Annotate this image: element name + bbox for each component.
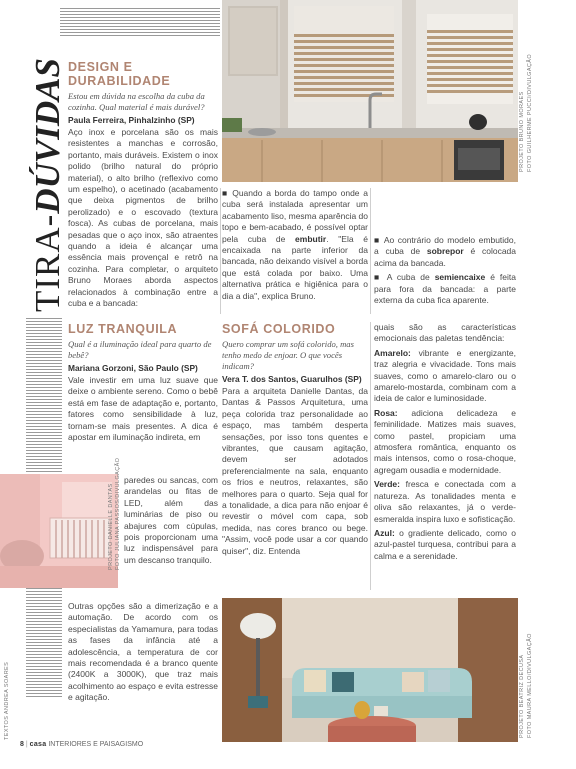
sofa-credit-1: PROJETO BEATRIZ DECUSA (519, 654, 525, 738)
luz-text-a: Vale investir em uma luz suave que deixe o ambiente sereno. Como o bebê está em fase de adaptação e, portanto, fatores como sensibilidade à luz, tornam-se mais presentes. A dica é apostar em iluminação indireta, em (68, 375, 218, 443)
bullet-square: ■ (374, 235, 384, 245)
design-section (68, 60, 218, 310)
decorative-stripes-top (60, 8, 220, 38)
sofa-photo (222, 598, 518, 742)
section-title-vertical (26, 58, 67, 312)
luz-question: Qual é a iluminação ideal para quarto de bebê? (68, 339, 212, 360)
design-text-col2: ■ Quando a borda do tampo onde a cuba será instalada apresentar um acabamento liso, mesma aparência do topo e bem-acabado, é possível optar pela cuba de embutir. "Ela é encaixada na parte inferior da bancada, não deixando visível a borda que está colada por baixo. Uma alternativa prática e higiênica para o dia a dia", explica Bruno. (222, 188, 368, 301)
sofa-section (222, 322, 368, 557)
column-divider (370, 188, 371, 314)
sofa-author: Vera T. dos Santos, Guarulhos (SP) (222, 374, 362, 384)
design-text-col1: Aço inox e porcelana são os mais resistentes a manchas e corrosão, portanto, mais duráveis. Existem o inox polido (brilho natural do próprio material), o alto brilho (reflexivo como um espelho), o acetinado (acabamento que deixa pigmentos de brilho perolizado) e o escovado (textura fosca). As cubas de porcelana, mais pesadas que o aço inox, são atraentes quando a ideia é alcançar uma essência mais provençal e retrô na cozinha. Para completar, o arquiteto Bruno Moraes aborda aspectos relacionados à combinação entre a cuba e a bancada: (68, 127, 218, 309)
luz-text-c: Outras opções são a dimerização e a automação. De acordo com os especialistas da Yamamura, para todas as fases da infância até a adolescência, a temperatura de cor mais recomendada é a branco quente (2400K a 3000K), que traz mais acolhimento ao espaço e evita estresse e agitação. (68, 601, 218, 703)
page-footer: 8 | casa INTERIORES E PAISAGISMO (20, 741, 144, 748)
bullet-square: ■ (374, 272, 387, 283)
luz-author: Mariana Gorzoni, São Paulo (SP) (68, 363, 198, 373)
design-question: Estou em dúvida na escolha da cuba da cozinha. Qual material é mais durável? (68, 91, 205, 112)
text-credit: TEXTOS ANDREA SOARES (4, 661, 10, 740)
nursery-photo (0, 474, 118, 588)
sofa-text-col1: Para a arquiteta Danielle Dantas, da Dantas & Passos Arquitetura, uma peça colorida traz personalidade ao espaço, mas também desperta sensações, por isso tons quentes e vibrantes, que causam agitação, devem ser adotados preferencialmente na sala, enquanto os frios e neutros, relaxantes, são melhores para o quarto. Seja qual for a tonalidade, a dica para não enjoar é revestir o móvel com capa, sob medida, nas cores branco ou bege. "Assim, você pode usar a cor quando quiser", diz. Entenda (222, 386, 368, 556)
nursery-credit-2: FOTO JULIANA PASSOS/DIVULGAÇÃO (115, 457, 121, 570)
magazine-section: INTERIORES E PAISAGISMO (48, 741, 144, 748)
sofa-question: Quero comprar um sofá colorido, mas tenho medo de enjoar. O que vocês indicam? (222, 339, 354, 371)
section-title-bold: DÚVIDAS (28, 58, 67, 214)
kitchen-credit-1: PROJETO BRUNO MORAES (519, 91, 525, 172)
design-text-col3: ■ Ao contrário do modelo embutido, a cuba de sobrepor é colocada acima da bancada. ■ A cuba de semiencaixe é feita para fora da bancada: a parte externa da cuba fica aparente. (374, 235, 517, 306)
sofa-text-col2: quais são as características emocionais das paletas tendência: Amarelo: vibrante e energizante, traz alegria e vivacidade. Tons mais suaves, como o amarelo-claro ou o amarelo-mostarda, combinam com a ideia de calor e luminosidade. Rosa: adiciona delicadeza e feminilidade. Matizes mais suaves, como pastel, propiciam uma atmosfera romântica, enquanto os mais intensos, como o rosa-choque, agregam ousadia e modernidade. Verde: fresca e conectada com a natureza. As tonalidades menta e oliva são relaxantes, já o verde-esmeralda inspira luxo e sofisticação. Azul: o gradiente delicado, como o azul-pastel turquesa, contribui para a calma e a serenidade. (374, 322, 516, 561)
sofa-credit-2: FOTO MAURA MELLO/DIVULGAÇÃO (527, 633, 533, 738)
kitchen-photo (222, 0, 518, 182)
design-title: DESIGN E DURABILIDADE (68, 60, 171, 88)
sofa-title: SOFÁ COLORIDO (222, 322, 336, 336)
nursery-credit-1: PROJETO DANIELLE DANTAS (108, 483, 114, 570)
magazine-brand: casa (29, 741, 47, 748)
column-divider (370, 322, 371, 590)
bullet-square: ■ (222, 188, 233, 198)
luz-title: LUZ TRANQUILA (68, 322, 178, 336)
design-author: Paula Ferreira, Pinhalzinho (SP) (68, 115, 195, 125)
luz-text-b: paredes ou sancas, com arandelas ou fitas de LED, além das luminárias de piso ou abajures com cúpulas, pois proporcionam uma luz indispensável para um descanso tranquilo. (124, 475, 218, 565)
section-title-light: TIRA- (28, 213, 67, 312)
kitchen-credit-2: FOTO GUILHERME PUCCI/DIVULGAÇÃO (527, 53, 533, 172)
column-divider (220, 188, 221, 314)
luz-section (68, 322, 218, 443)
page-number: 8 (20, 741, 24, 748)
